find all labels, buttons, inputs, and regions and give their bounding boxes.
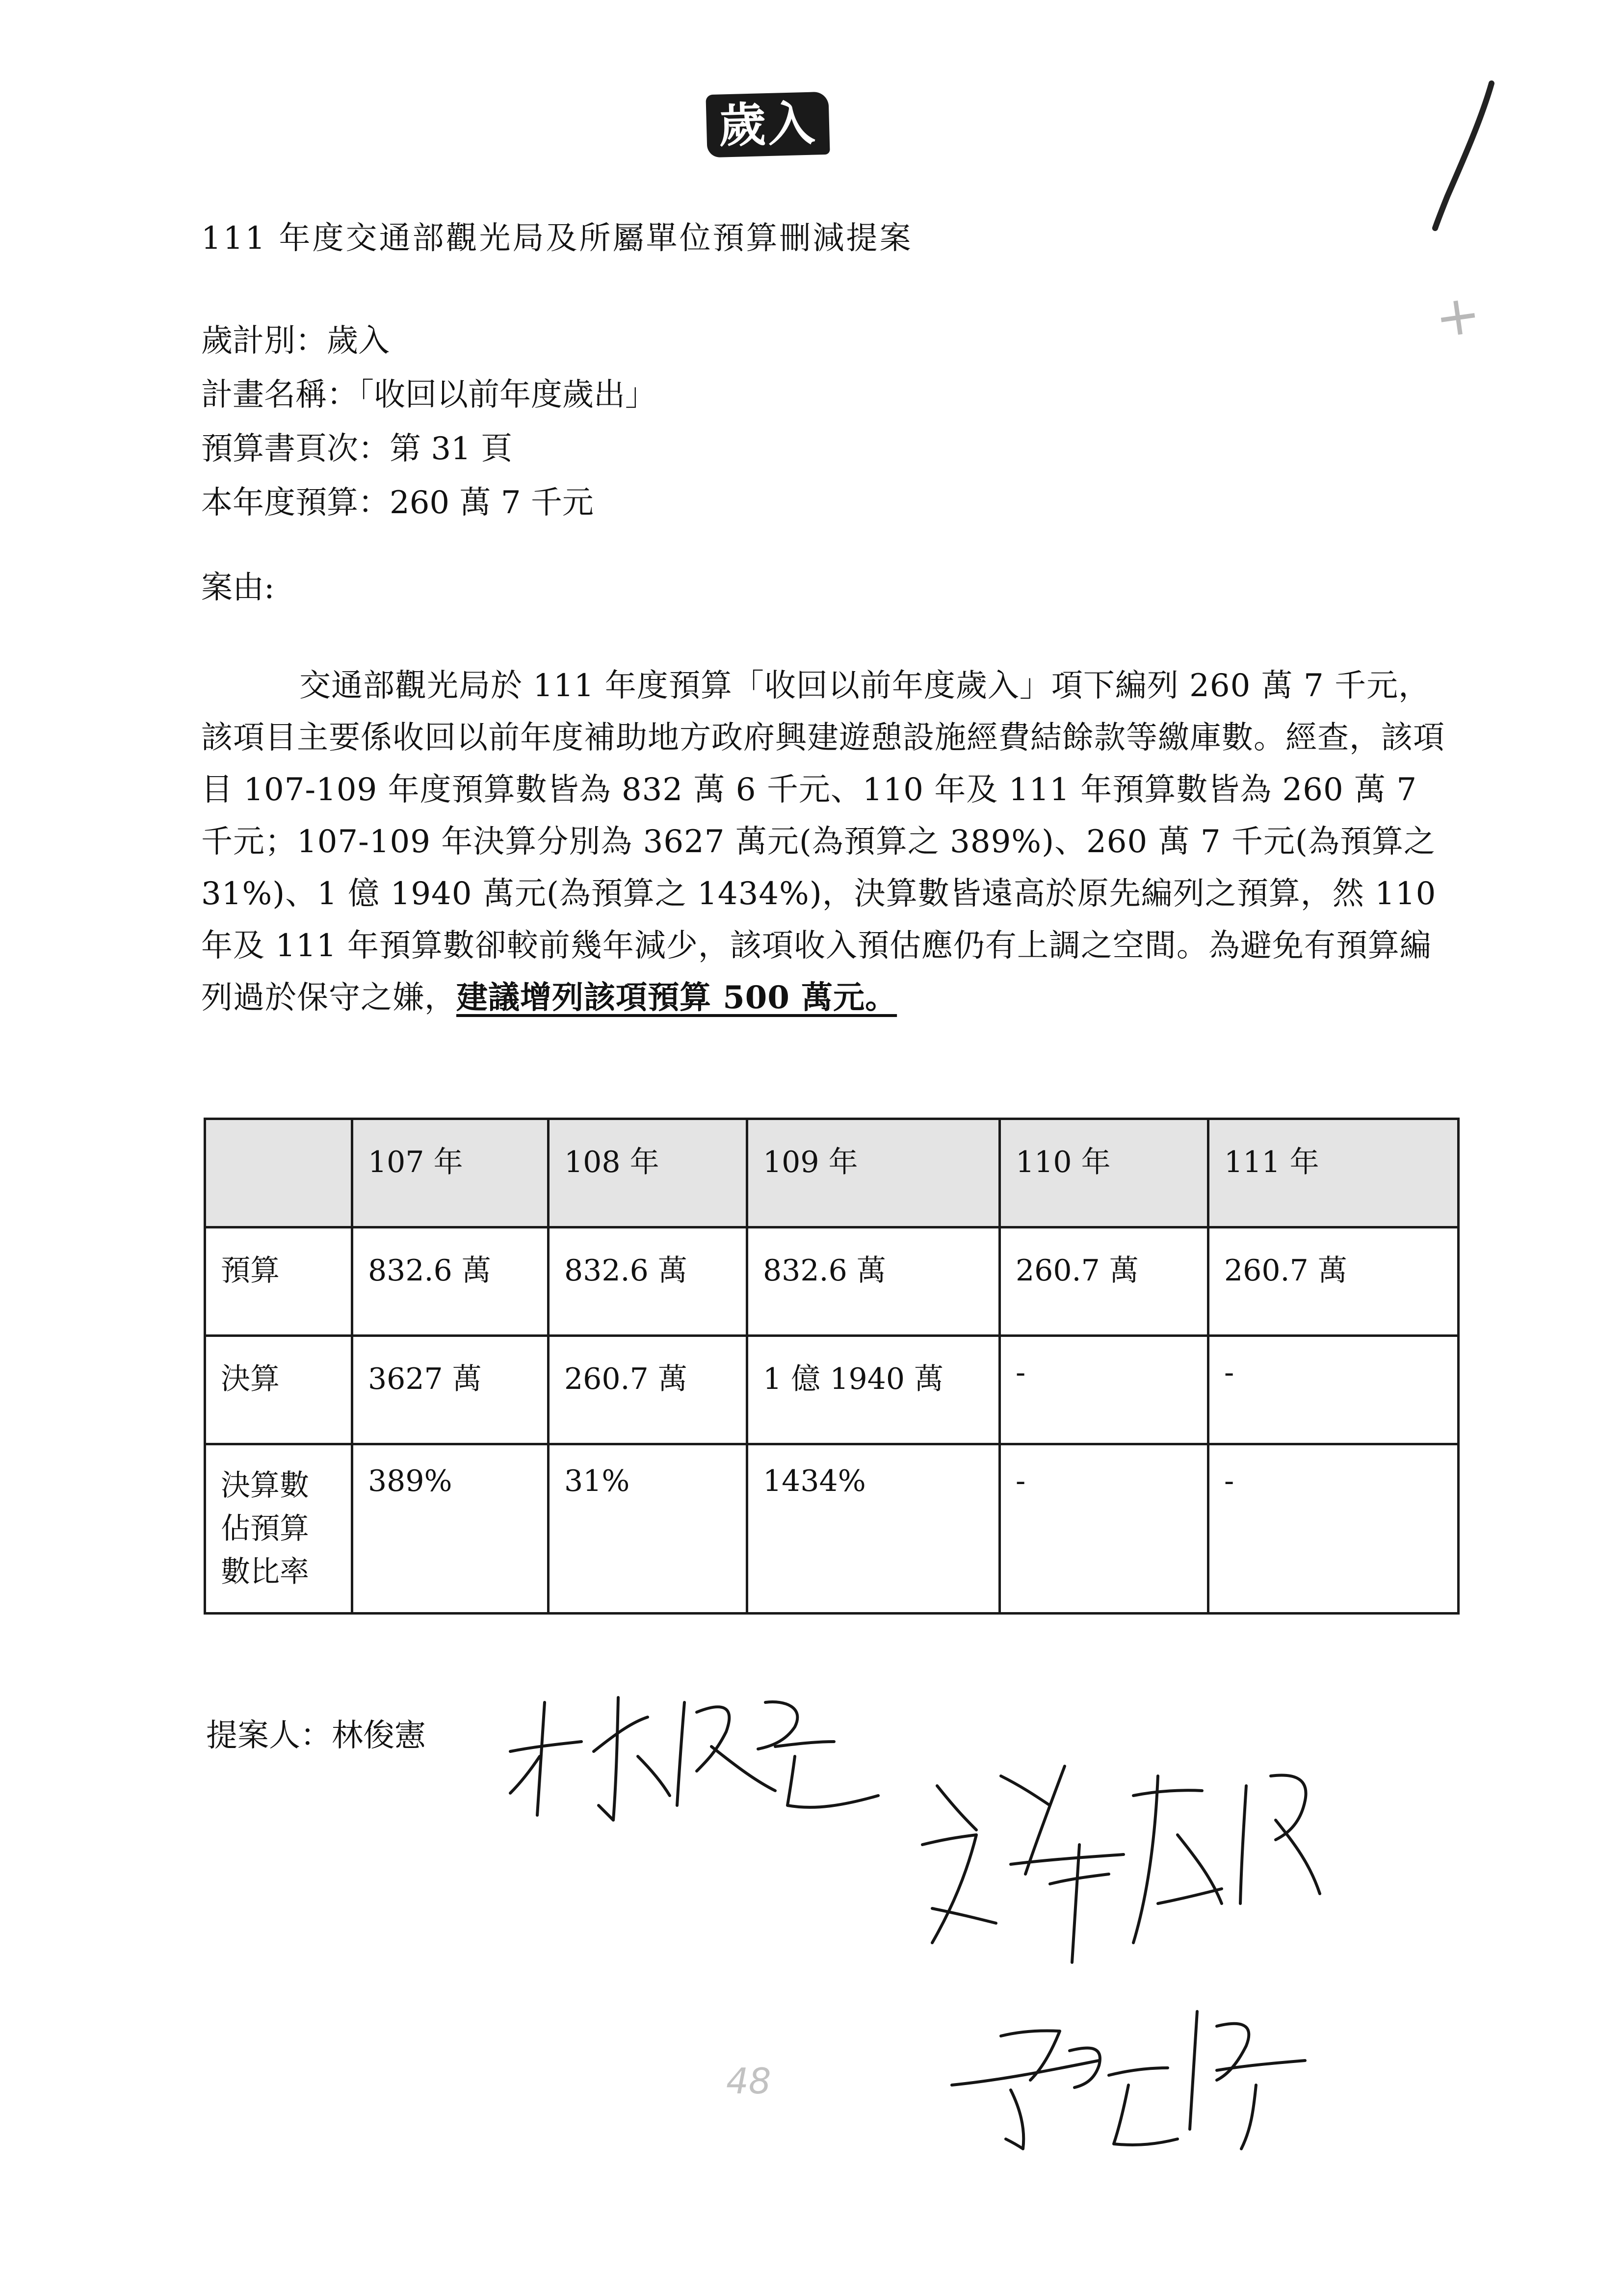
table-cell: 1 億 1940 萬 (747, 1336, 1000, 1444)
table-header-cell: 110 年 (1000, 1119, 1208, 1227)
pencil-plus-mark: + (1431, 282, 1485, 350)
budget-table (204, 1118, 1460, 1615)
table-cell: 31% (549, 1444, 747, 1614)
reason-text: 交通部觀光局於 111 年度預算「收回以前年度歲入」項下編列 260 萬 7 千元，該項目主要係收回以前年度補助地方政府興建遊憩設施經費結餘款等繳庫數。經查，該項目 107-109 年度預算數皆為 832 萬 6 千元、110 年及 111 年預算數皆為 260 萬 7 千元；107-109 年決算分別為 3627 萬元(為預算之 389%)、260 萬 7 千元(為預算之 31%)、1 億 1940 萬元(為預算之 1434%)，決算數皆遠高於原先編列之預算，然 110 年及 111 年預算數卻較前幾年減少，該項收入預估應仍有上調之空間。為避免有預算編列過於保守之嫌， (201, 668, 1445, 1016)
table-cell: 1434% (747, 1444, 1000, 1614)
proposer-line: 提案人：林俊憲 (206, 1718, 426, 1754)
table-header-corner (205, 1119, 352, 1227)
current-budget: 本年度預算：260 萬 7 千元 (201, 485, 594, 521)
signature-1 (491, 1658, 893, 1835)
table-cell: - (1000, 1444, 1208, 1614)
document-title: 111 年度交通部觀光局及所屬單位預算刪減提案 (201, 220, 913, 257)
header-stamp: 歲入 (706, 92, 830, 158)
table-row (205, 1444, 1459, 1614)
table-header-cell: 108 年 (549, 1119, 747, 1227)
handwritten-page-number (1413, 74, 1511, 235)
account-type: 歲計別：歲入 (201, 323, 390, 359)
table-cell: 260.7 萬 (549, 1336, 747, 1444)
table-cell: 260.7 萬 (1208, 1227, 1459, 1336)
row-label-text: 決算數佔預算數比率 (221, 1468, 309, 1589)
table-header-cell: 109 年 (747, 1119, 1000, 1227)
table-row (205, 1336, 1459, 1444)
reason-paragraph (201, 660, 1457, 1024)
table-cell: 3627 萬 (352, 1336, 549, 1444)
table-cell: - (1208, 1444, 1459, 1614)
table-cell: 832.6 萬 (747, 1227, 1000, 1336)
signature-3 (942, 1972, 1325, 2168)
table-cell: 832.6 萬 (352, 1227, 549, 1336)
reason-label: 案由: (201, 570, 275, 606)
row-label: 預算 (205, 1227, 352, 1336)
recommendation-text: 建議增列該項預算 500 萬元。 (456, 979, 897, 1016)
table-cell: 832.6 萬 (549, 1227, 747, 1336)
meta-block (201, 314, 656, 530)
signature-2 (903, 1747, 1344, 2002)
row-label (205, 1444, 352, 1614)
table-cell: - (1208, 1336, 1459, 1444)
pencil-page-note: 48 (726, 2061, 771, 2102)
table-header-cell: 107 年 (352, 1119, 549, 1227)
table-row (205, 1227, 1459, 1336)
table-cell: 260.7 萬 (1000, 1227, 1208, 1336)
table-cell: - (1000, 1336, 1208, 1444)
table-header-row (205, 1119, 1459, 1227)
table-header-cell: 111 年 (1208, 1119, 1459, 1227)
table-cell: 389% (352, 1444, 549, 1614)
plan-name: 計畫名稱：「收回以前年度歲出」 (201, 377, 656, 413)
row-label: 決算 (205, 1336, 352, 1444)
budget-page: 預算書頁次：第 31 頁 (201, 431, 513, 467)
